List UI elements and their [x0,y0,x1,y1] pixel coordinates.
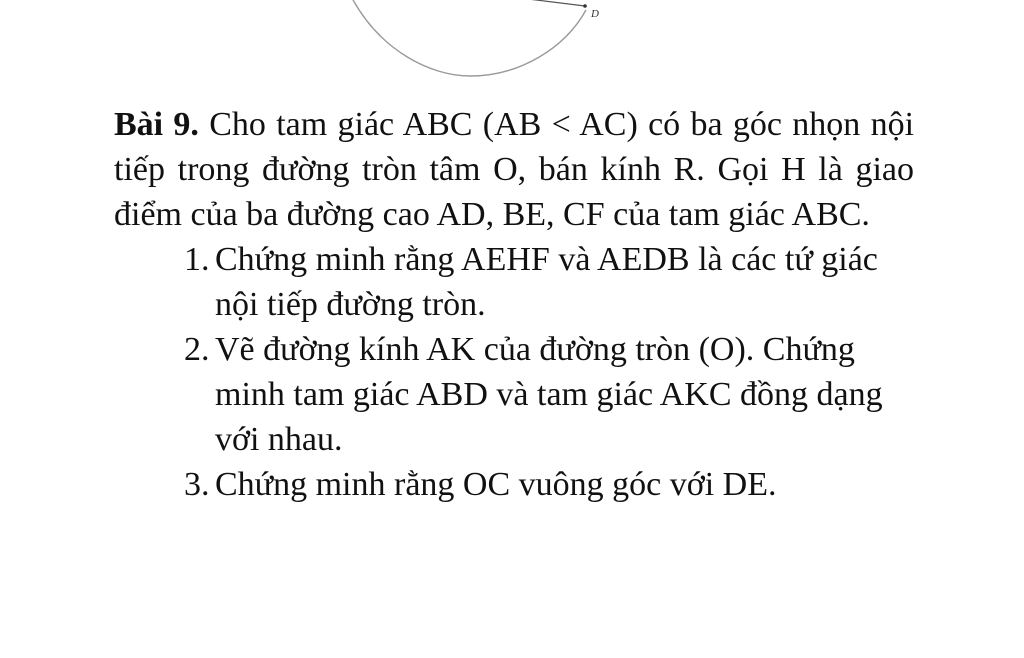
problem-block [114,102,914,507]
task-text: Vẽ đường kính AK của đường tròn (O). Chứng minh tam giác ABD và tam giác AKC đồng dạng với nhau. [215,331,883,458]
task-text: Chứng minh rằng OC vuông góc với DE. [215,466,777,503]
problem-statement: Cho tam giác ABC (AB < AC) có ba góc nhọn nội tiếp trong đường tròn tâm O, bán kính R. Gọi H là giao điểm của ba đường cao AD, BE, CF của tam giác ABC. [114,106,915,233]
task-item [114,327,914,462]
task-number: 1. [184,241,210,278]
point-d-label: D [591,8,599,20]
task-number: 2. [184,331,210,368]
task-item [114,237,914,327]
task-number: 3. [184,466,210,503]
point-d [583,4,587,8]
task-text: Chứng minh rằng AEHF và AEDB là các tứ giác nội tiếp đường tròn. [215,241,878,323]
problem-title: Bài 9. [114,106,199,143]
segment-to-d [520,0,585,6]
geometry-figure-fragment [0,0,1024,90]
task-list [114,237,914,507]
circle-arc [352,0,586,76]
problem-intro [114,102,914,237]
task-item [114,462,914,507]
